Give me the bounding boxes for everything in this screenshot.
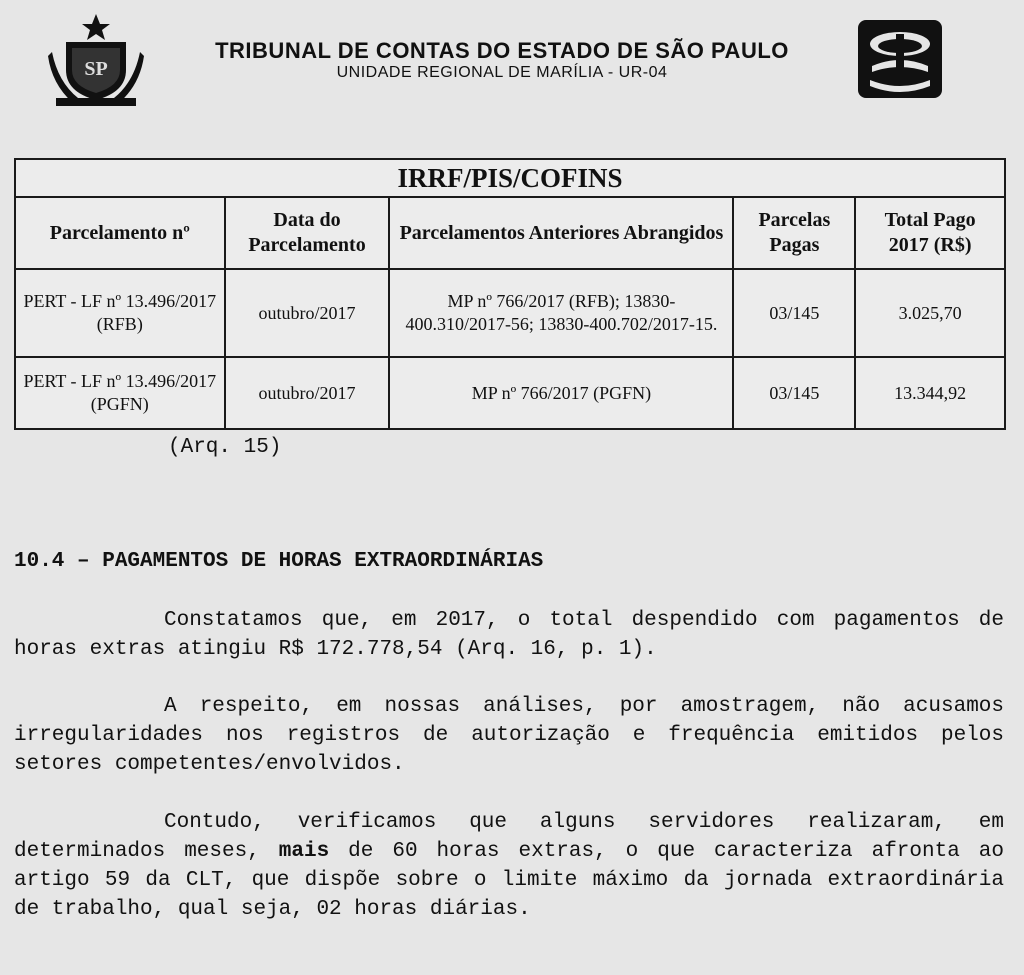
cell-parcelas: 03/145 (733, 357, 855, 429)
column-header: Parcelamentos Anteriores Abrangidos (389, 197, 733, 269)
irrf-table (14, 158, 1006, 430)
column-header: Parcelas Pagas (733, 197, 855, 269)
column-header: Data do Parcelamento (225, 197, 390, 269)
cell-parcelamento: PERT - LF nº 13.496/2017 (PGFN) (15, 357, 225, 429)
svg-text:SP: SP (84, 58, 108, 80)
table-row (15, 269, 1005, 357)
cell-data: outubro/2017 (225, 269, 390, 357)
paragraph-2 (14, 692, 1004, 779)
paragraph-1 (14, 606, 1004, 664)
paragraph-2-text: A respeito, em nossas análises, por amostragem, não acusamos irregularidades nos registros de autorização e frequência emitidos pelos setores competentes/envolvidos. (14, 695, 1004, 776)
paragraph-3-text-end: de 60 horas extras, o que caracteriza afronta ao artigo 59 da CLT, que dispõe sobre o limite máximo da jornada extraordinária de trabalho, qual seja, 02 horas diárias. (14, 840, 1004, 921)
header-title: TRIBUNAL DE CONTAS DO ESTADO DE SÃO PAULO (215, 38, 789, 63)
table-title: IRRF/PIS/COFINS (15, 159, 1005, 197)
column-header: Parcelamento nº (15, 197, 225, 269)
cell-parcelas: 03/145 (733, 269, 855, 357)
cell-anteriores: MP nº 766/2017 (PGFN) (389, 357, 733, 429)
column-header: Total Pago 2017 (R$) (855, 197, 1005, 269)
cell-data: outubro/2017 (225, 357, 390, 429)
table-source-note: (Arq. 15) (168, 436, 282, 459)
section-heading: 10.4 – PAGAMENTOS DE HORAS EXTRAORDINÁRIAS (14, 550, 544, 573)
paragraph-1-text: Constatamos que, em 2017, o total despendido com pagamentos de horas extras atingiu R$ 172.778,54 (Arq. 16, p. 1). (14, 609, 1004, 661)
paragraph-3 (14, 808, 1004, 924)
table-row (15, 357, 1005, 429)
cell-parcelamento: PERT - LF nº 13.496/2017 (RFB) (15, 269, 225, 357)
paragraph-3-emphasis: mais (278, 840, 330, 863)
header-subtitle: UNIDADE REGIONAL DE MARÍLIA - UR-04 (336, 64, 668, 81)
cell-total: 3.025,70 (855, 269, 1005, 357)
paragraph-3-text-start: Contudo, verificamos que alguns servidores realizaram, em determinados meses, (14, 811, 1004, 863)
cell-anteriores: MP nº 766/2017 (RFB); 13830-400.310/2017-56; 13830-400.702/2017-15. (389, 269, 733, 357)
cell-total: 13.344,92 (855, 357, 1005, 429)
